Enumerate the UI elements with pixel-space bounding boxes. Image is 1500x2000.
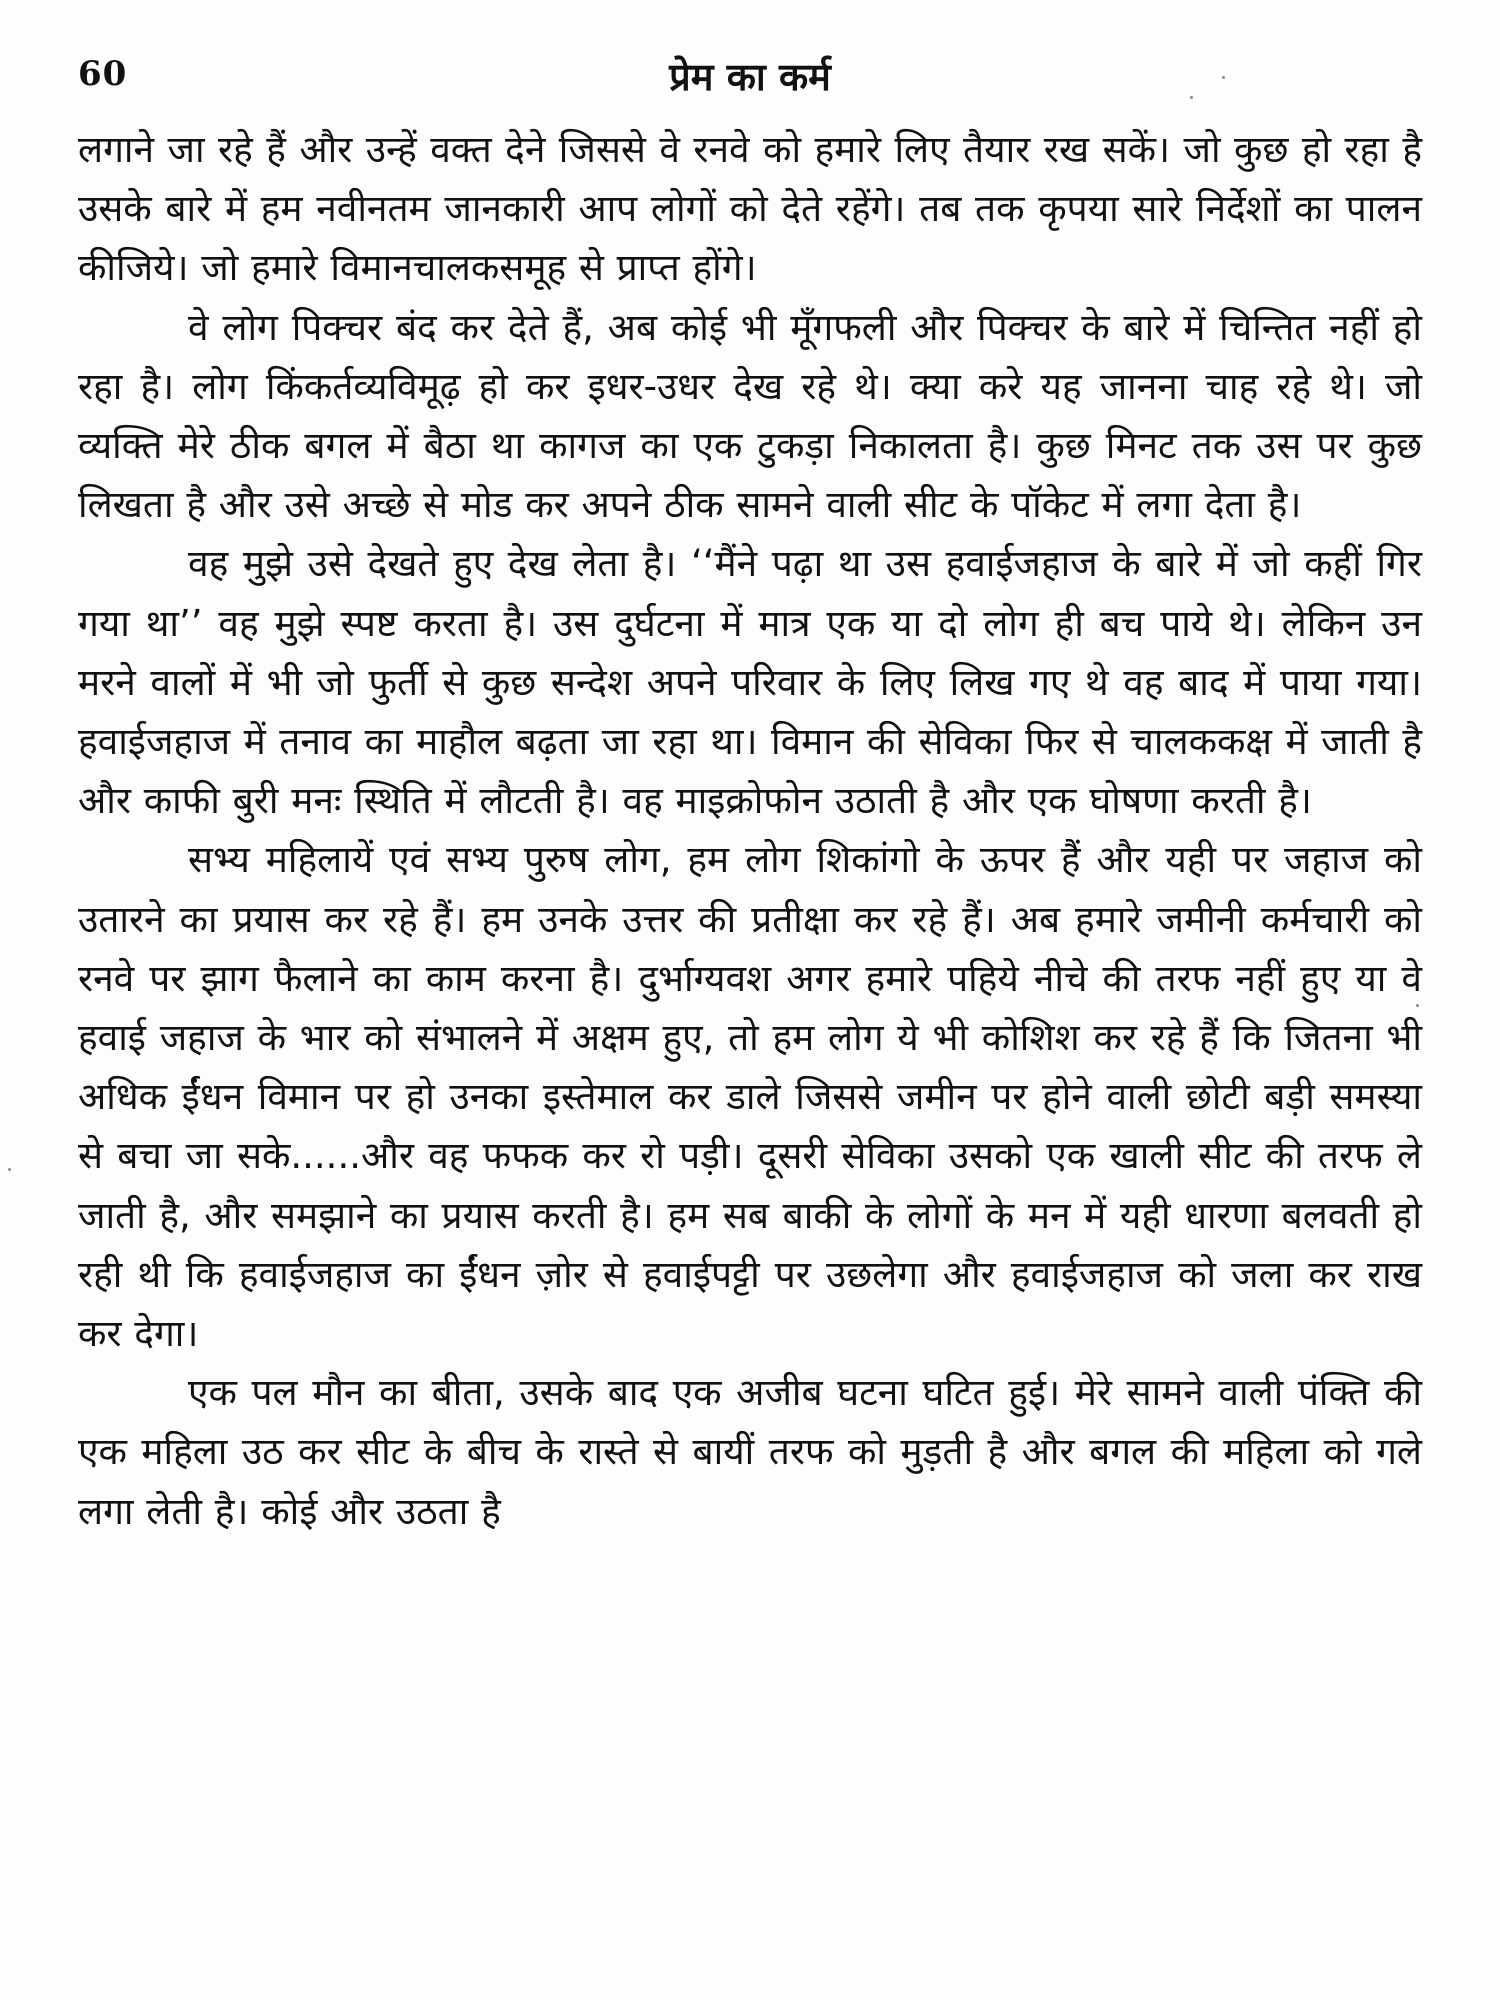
paragraph-4: सभ्य महिलायें एवं सभ्य पुरुष लोग, हम लोग शिकांगो के ऊपर हैं और यही पर जहाज को उतारने का प्रयास कर रहे हैं। हम उनके उत्तर की प्रतीक्षा कर रहे हैं। अब हमारे जमीनी कर्मचारी को रनवे पर झाग फैलाने का काम करना है। दुर्भाग्यवश अगर हमारे पहिये नीचे की तरफ नहीं हुए या वे हवाई जहाज के भार को संभालने में अक्षम हुए, तो हम लोग ये भी कोशिश कर रहे हैं कि जितना भी अधिक ईंधन विमान पर हो उनका इस्तेमाल कर डाले जिससे जमीन पर होने वाली छोटी बड़ी समस्या से बचा जा सके......और वह फफक कर रो पड़ी। दूसरी सेविका उसको एक खाली सीट की तरफ ले जाती है, और समझाने का प्रयास करती है। हम सब बाकी के लोगों के मन में यही धारणा बलवती हो रही थी कि हवाईजहाज का ईंधन ज़ोर से हवाईपट्टी पर उछलेगा और हवाईजहाज को जला कर राख कर देगा।: [78, 838, 1422, 1356]
paragraph-2: वे लोग पिक्चर बंद कर देते हैं, अब कोई भी मूँगफली और पिक्चर के बारे में चिन्तित नहीं हो रहा है। लोग किंकर्तव्यविमूढ़ हो कर इधर-उधर देख रहे थे। क्या करे यह जानना चाह रहे थे। जो व्यक्ति मेरे ठीक बगल में बैठा था कागज का एक टुकड़ा निकालता है। कुछ मिनट तक उस पर कुछ लिखता है और उसे अच्छे से मोड कर अपने ठीक सामने वाली सीट के पॉकेट में लगा देता है।: [78, 305, 1422, 527]
scan-speck: [1222, 76, 1225, 79]
scan-speck: [1190, 96, 1193, 99]
paragraph-3: वह मुझे उसे देखते हुए देख लेता है। ‘‘मैंने पढ़ा था उस हवाईजहाज के बारे में जो कहीं गिर गया था’’ वह मुझे स्पष्ट करता है। उस दुर्घटना में मात्र एक या दो लोग ही बच पाये थे। लेकिन उन मरने वालों में भी जो फुर्ती से कुछ सन्देश अपने परिवार के लिए लिख गए थे वह बाद में पाया गया। हवाईजहाज में तनाव का माहौल बढ़ता जा रहा था। विमान की सेविका फिर से चालककक्ष में जाती है और काफी बुरी मनः स्थिति में लौटती है। वह माइक्रोफोन उठाती है और एक घोषणा करती है।: [78, 542, 1422, 823]
page-body: [78, 120, 1422, 1541]
paragraph-5: एक पल मौन का बीता, उसके बाद एक अजीब घटना घटित हुई। मेरे सामने वाली पंक्ति की एक महिला उठ कर सीट के बीच के रास्ते से बायीं तरफ को मुड़ती है और बगल की महिला को गले लगा लेती है। कोई और उठता है: [78, 1371, 1422, 1533]
scan-speck: [8, 1168, 11, 1171]
page-number: 60: [78, 54, 128, 94]
paragraph-1: लगाने जा रहे हैं और उन्हें वक्त देने जिससे वे रनवे को हमारे लिए तैयार रख सकें। जो कुछ हो रहा है उसके बारे में हम नवीनतम जानकारी आप लोगों को देते रहेंगे। तब तक कृपया सारे निर्देशों का पालन कीजिये। जो हमारे विमानचालकसमूह से प्राप्त होंगे।: [78, 128, 1422, 290]
running-title: प्रेम का कर्म: [669, 55, 831, 99]
scan-speck: [1416, 1004, 1419, 1007]
page-header: [78, 44, 1422, 116]
